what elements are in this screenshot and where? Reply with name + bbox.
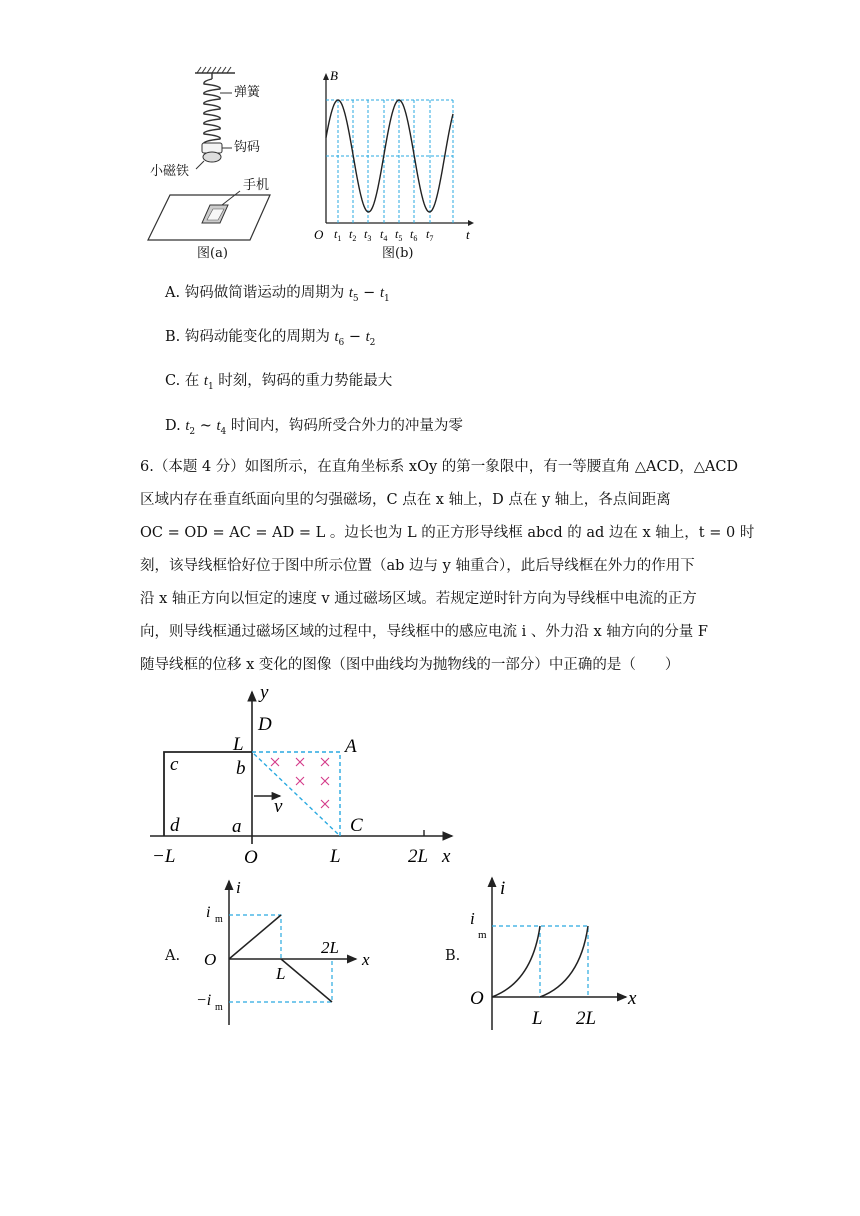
svg-text:m: m: [215, 1002, 223, 1013]
magnet-label: 小磁铁: [150, 164, 190, 179]
q6-line-1: 6.（本题 4 分）如图所示，在直角坐标系 xOy 的第一象限中，有一等腰直角 △ACD，△ACD: [140, 459, 739, 475]
label-d-corner: d: [170, 815, 180, 836]
tick-label-t1: $t_1$: [334, 227, 342, 243]
svg-text:O: O: [204, 950, 217, 969]
q6-line-7: 随导线框的位移 x 变化的图像（图中曲线均为抛物线的一部分）中正确的是（ ）: [140, 657, 680, 673]
ceiling-hatch: [197, 67, 231, 73]
svg-text:i: i: [470, 909, 475, 928]
small-magnet: [203, 152, 221, 162]
tick-label-t4: $t_4$: [380, 227, 388, 243]
label-origin: O: [244, 847, 258, 868]
figure-b-graph: [308, 68, 478, 248]
svg-text:O: O: [470, 988, 484, 1009]
svg-text:L: L: [276, 964, 286, 983]
svg-text:i: i: [206, 904, 211, 921]
svg-text:L: L: [532, 1008, 543, 1029]
weight-label: 钩码: [234, 140, 261, 155]
b-origin-label: O: [314, 227, 324, 242]
tick-label-t7: $t_7$: [426, 227, 434, 243]
svg-text:2L: 2L: [576, 1008, 597, 1029]
label-b-corner: b: [236, 758, 246, 779]
spring-label: 弹簧: [234, 85, 261, 100]
option-a-graph: [196, 875, 386, 1030]
svg-text:2L: 2L: [321, 938, 339, 957]
q6-line-2: 区域内存在垂直纸面向里的匀强磁场，C 点在 x 轴上，D 点在 y 轴上，各点间距离: [140, 492, 671, 508]
label-d: D: [258, 714, 272, 735]
y-label: y: [260, 684, 269, 703]
label-a-point: A: [345, 736, 357, 757]
svg-text:i: i: [236, 878, 241, 897]
figure-a-caption: 图(a): [197, 246, 228, 261]
label-2l: 2L: [408, 846, 429, 867]
svg-text:−i: −i: [196, 992, 212, 1009]
svg-text:i: i: [500, 878, 506, 899]
q5-option-b: B. 钩码动能变化的周期为 $t_6 - t_2$: [165, 329, 376, 348]
label-v: v: [274, 796, 283, 817]
q6-line-5: 沿 x 轴正方向以恒定的速度 v 通过磁场区域。若规定逆时针方向为导线框中电流的正方: [140, 591, 697, 607]
x-label: x: [442, 846, 451, 867]
t-axis-label: t: [466, 227, 470, 242]
option-b-letter: B.: [445, 948, 461, 964]
svg-text:m: m: [478, 929, 487, 941]
option-a-letter: A.: [165, 948, 181, 964]
label-c-point: C: [350, 815, 363, 836]
q6-line-4: 刻，该导线框恰好位于图中所示位置（ab 边与 y 轴重合），此后导线框在外力的作用下: [140, 558, 695, 574]
label-c-corner: c: [170, 754, 179, 775]
svg-text:m: m: [215, 914, 223, 925]
spring: [204, 73, 220, 147]
tick-label-t5: $t_5$: [395, 227, 403, 243]
q6-line-6: 向，则导线框通过磁场区域的过程中，导线框中的感应电流 i 、外力沿 x 轴方向的分量 F: [140, 624, 708, 640]
svg-text:x: x: [362, 950, 370, 969]
q6-line-3: OC = OD = AC = AD = L 。边长也为 L 的正方形导线框 abcd 的 ad 边在 x 轴上，t = 0 时: [140, 525, 755, 541]
q5-option-d: D. $t_2$ ~ $t_4$ 时间内，钩码所受合外力的冲量为零: [165, 418, 463, 437]
option-b-graph: [466, 872, 646, 1034]
field-triangle: [252, 752, 340, 836]
tick-label-t6: $t_6$: [410, 227, 418, 243]
figure-b-caption: 图(b): [382, 246, 414, 261]
tick-label-t2: $t_2$: [349, 227, 357, 243]
tick-label-t3: $t_3$: [364, 227, 372, 243]
q5-option-a: A. 钩码做简谐运动的周期为 $t_5 - t_1$: [165, 285, 390, 304]
q5-option-c: C. 在 $t_1$ 时刻，钩码的重力势能最大: [165, 373, 393, 392]
label-l-top: L: [233, 734, 244, 755]
svg-text:x: x: [628, 988, 637, 1009]
question-6-main-figure: [140, 684, 470, 869]
label-l: L: [330, 846, 341, 867]
label-neg-l: −L: [152, 846, 176, 867]
b-axis-label: B: [330, 68, 338, 83]
phone-label: 手机: [243, 178, 270, 193]
label-a-corner: a: [232, 816, 242, 837]
